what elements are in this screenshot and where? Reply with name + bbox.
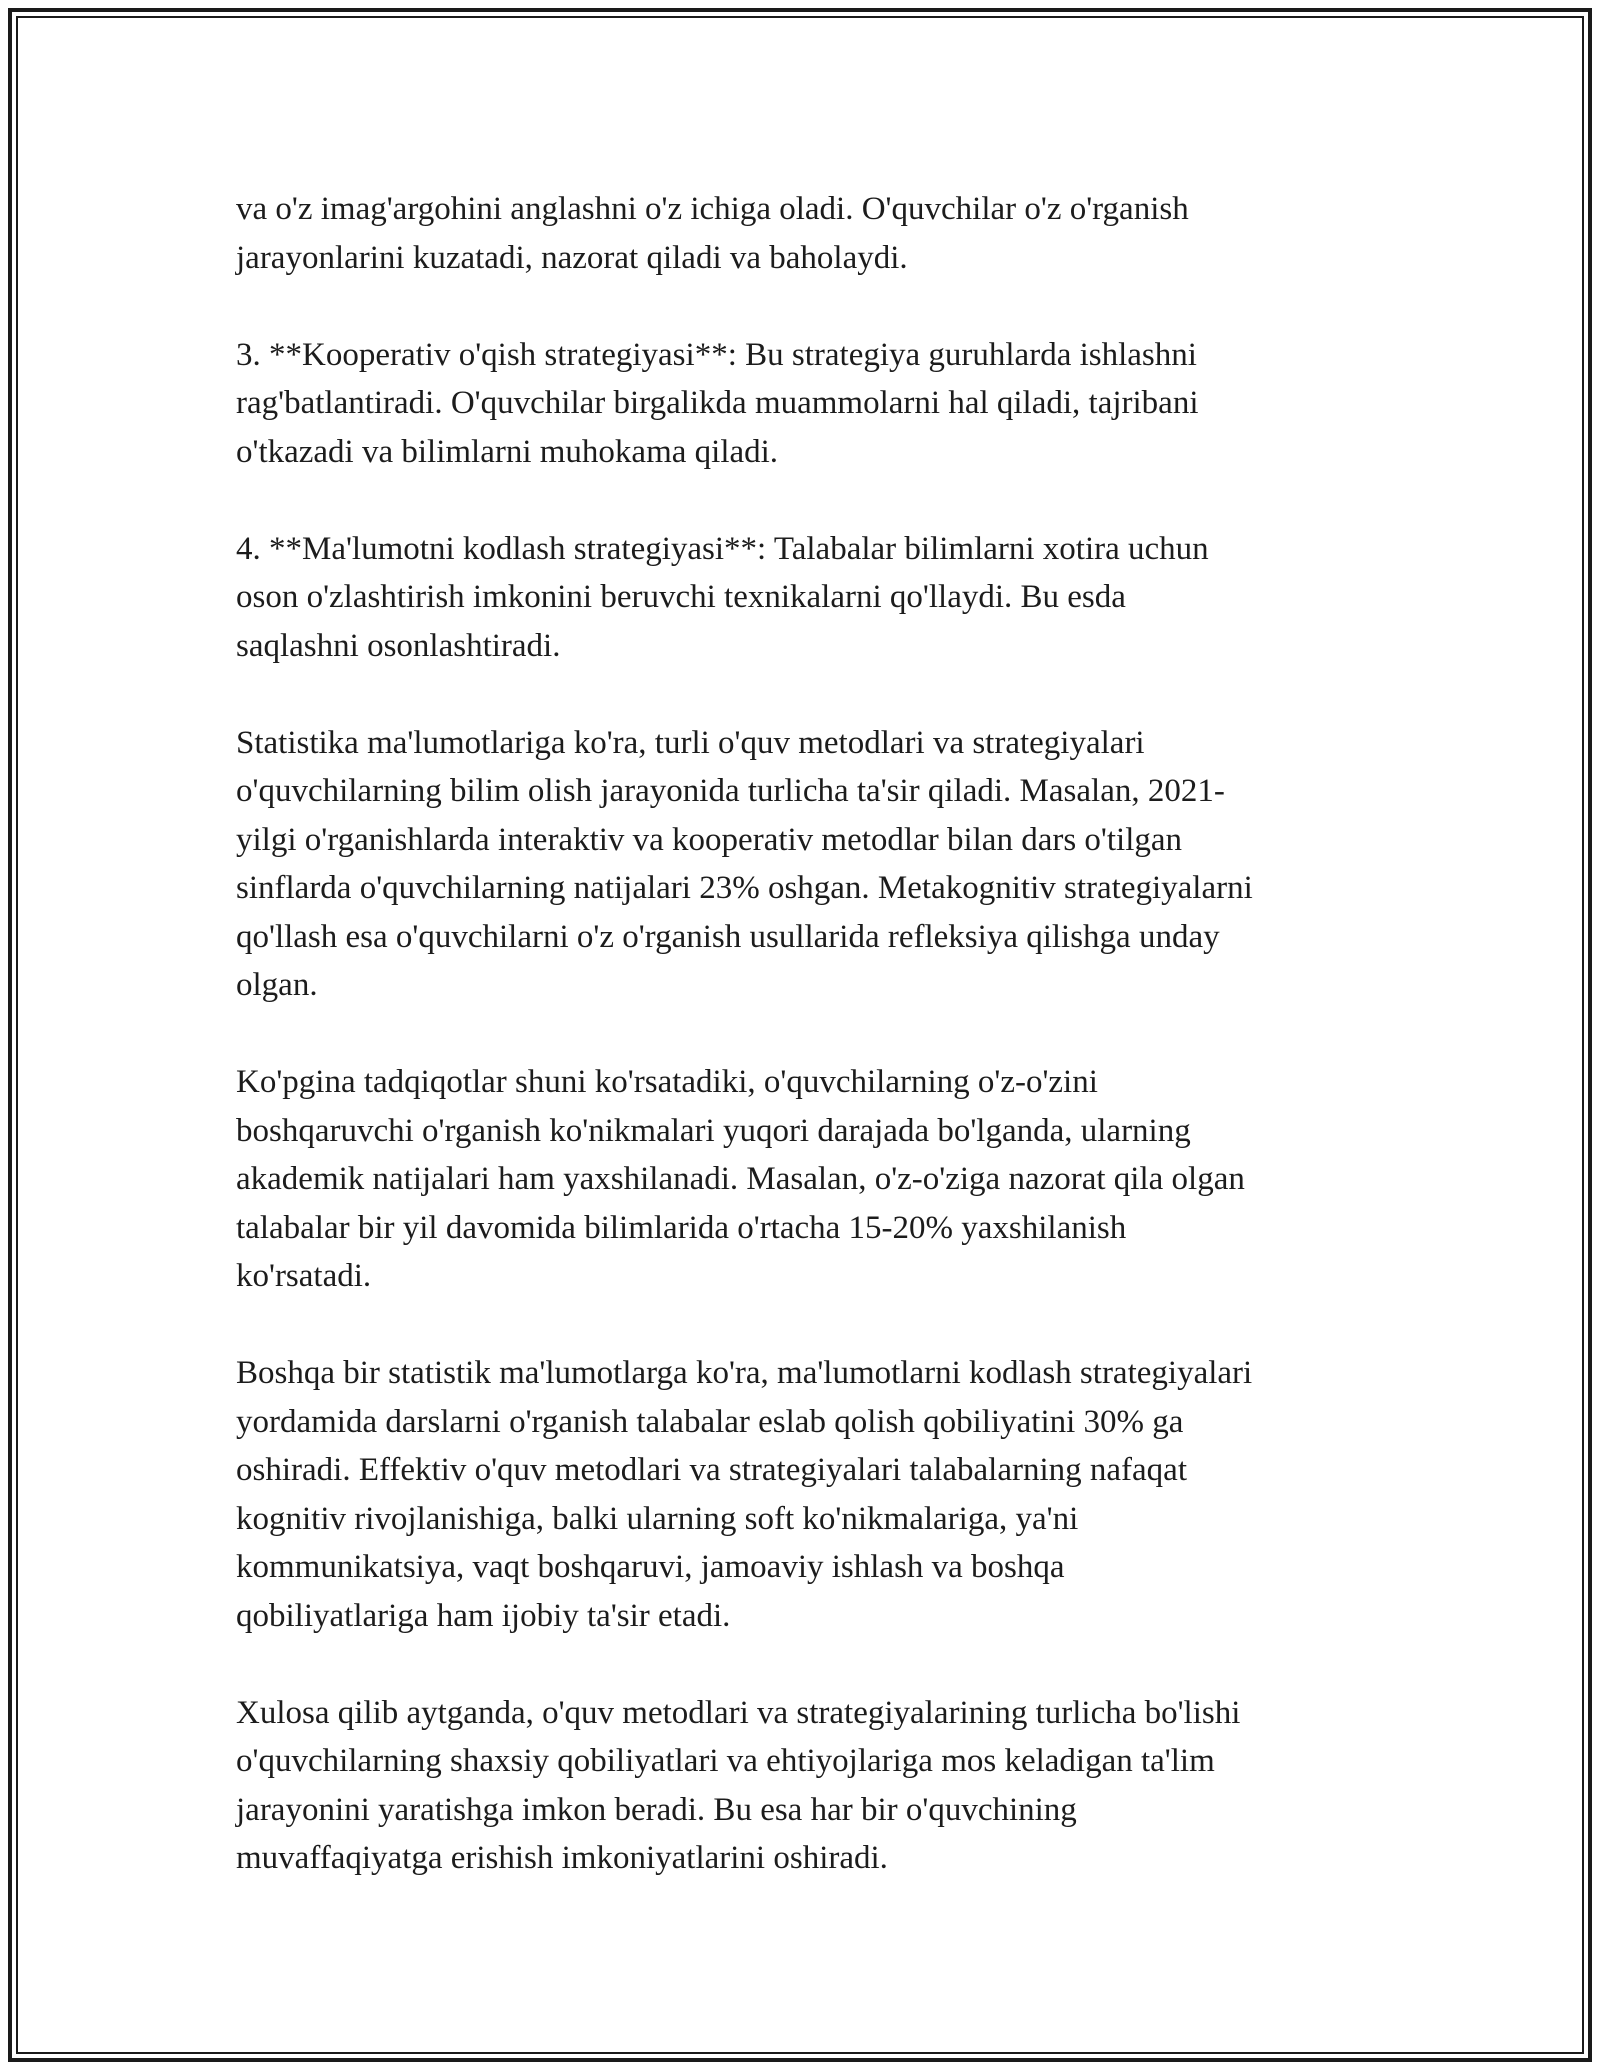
document-body — [236, 185, 1386, 1931]
paragraph-statistics: Statistika ma'lumotlariga ko'ra, turli o'quv metodlari va strategiyalari o'quvchilarning bilim olish jarayonida turlicha ta'sir qiladi. Masalan, 2021- yilgi o'rganishlarda interaktiv va kooperativ metodlar bilan dars o'tilgan sinflarda o'quvchilarning natijalari 23% oshgan. Metakognitiv strategiyalarni qo'llash esa o'quvchilarni o'z o'rganish usullarida refleksiya qilishga unday olgan. — [236, 724, 1253, 1003]
paragraph-research-findings: Ko'pgina tadqiqotlar shuni ko'rsatadiki, o'quvchilarning o'z-o'zini boshqaruvchi o'rganish ko'nikmalari yuqori darajada bo'lganda, ularning akademik natijalari ham yaxshilanadi. Masalan, o'z-o'ziga nazorat qila olgan talabalar bir yil davomida bilimlarida o'rtacha 15-20% yaxshilanish ko'rsatadi. — [236, 1064, 1245, 1294]
paragraph-cooperative-strategy: 3. **Kooperativ o'qish strategiyasi**: Bu strategiya guruhlarda ishlashni rag'batlantiradi. O'quvchilar birgalikda muammolarni hal qiladi, tajribani o'tkazadi va bilimlarni muhokama qiladi. — [236, 336, 1199, 470]
paragraph-metacognitive-continuation: va o'z imag'argohini anglashni o'z ichiga oladi. O'quvchilar o'z o'rganish jarayonlarini kuzatadi, nazorat qiladi va baholaydi. — [236, 191, 1189, 276]
paragraph-encoding-statistics: Boshqa bir statistik ma'lumotlarga ko'ra, ma'lumotlarni kodlash strategiyalari yordamida darslarni o'rganish talabalar eslab qolish qobiliyatini 30% ga oshiradi. Effektiv o'quv metodlari va strategiyalari talabalarning nafaqat kognitiv rivojlanishiga, balki ularning soft ko'nikmalariga, ya'ni kommunikatsiya, vaqt boshqaruvi, jamoaviy ishlash va boshqa qobiliyatlariga ham ijobiy ta'sir etadi. — [236, 1355, 1253, 1634]
paragraph-conclusion: Xulosa qilib aytganda, o'quv metodlari va strategiyalarining turlicha bo'lishi o'quvchilarning shaxsiy qobiliyatlari va ehtiyojlariga mos keladigan ta'lim jarayonini yaratishga imkon beradi. Bu esa har bir o'quvchining muvaffaqiyatga erishish imkoniyatlarini oshiradi. — [236, 1694, 1241, 1876]
paragraph-encoding-strategy: 4. **Ma'lumotni kodlash strategiyasi**: Talabalar bilimlarni xotira uchun oson o'zlashtirish imkonini beruvchi texnikalarni qo'llaydi. Bu esda saqlashni osonlashtiradi. — [236, 530, 1209, 664]
